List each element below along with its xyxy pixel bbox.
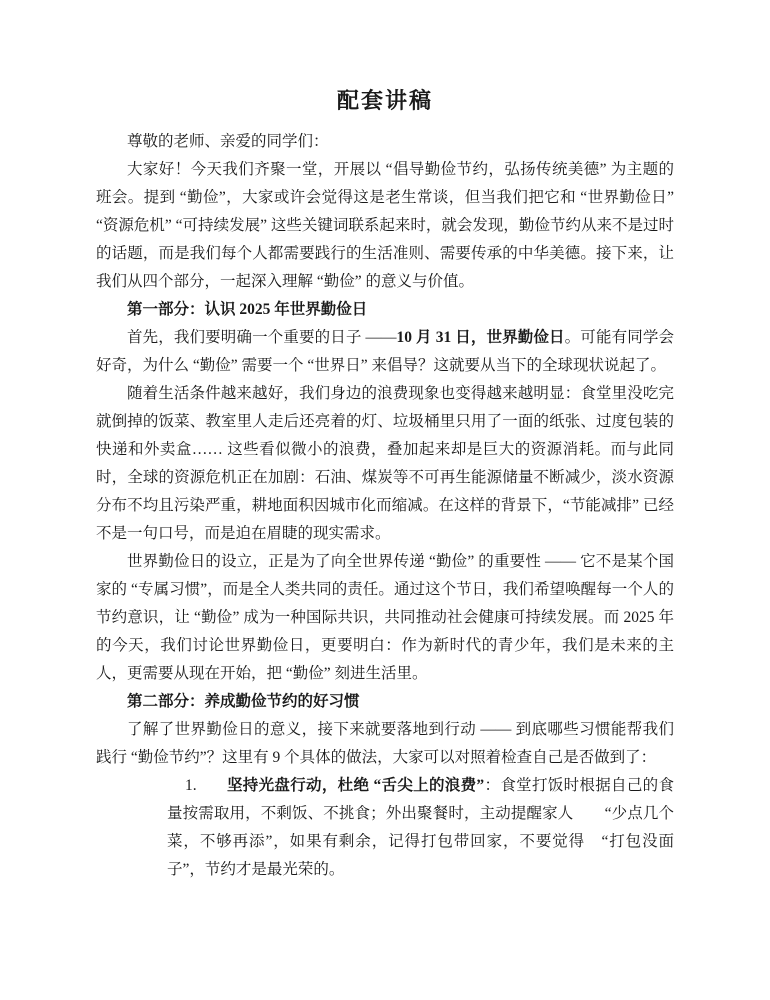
paragraph	[96, 324, 674, 380]
section-heading	[96, 296, 674, 324]
text-run: 大家好！今天我们齐聚一堂，开展以 “倡导勤俭节约，弘扬传统美德” 为主题的班会。提到 “勤俭”，大家或许会觉得这是老生常谈，但当我们把它和 “世界勤俭日” “资源危机” “可持续发展” 这些关键词联系起来时，就会发现，勤俭节约从来不是过时的话题，而是我们每个人都需要践行的生活准则、需要传承的中华美德。接下来，让我们从四个部分，一起深入理解 “勤俭” 的意义与价值。	[96, 161, 674, 290]
paragraph	[96, 128, 674, 156]
text-run: 世界勤俭日的设立，正是为了向全世界传递 “勤俭” 的重要性 —— 它不是某个国家的 “专属习惯”，而是全人类共同的责任。通过这个节日，我们希望唤醒每一个人的节约意识，让 “勤俭” 成为一种国际共识，共同推动社会健康可持续发展。而 2025 年的今天，我们讨论世界勤俭日，更要明白：作为新时代的青少年，我们是未来的主人，更需要从现在开始，把 “勤俭” 刻进生活里。	[96, 553, 674, 682]
paragraph	[96, 380, 674, 548]
text-run: 了解了世界勤俭日的意义，接下来就要落地到行动 —— 到底哪些习惯能帮我们践行 “勤俭节约”？这里有 9 个具体的做法，大家可以对照着检查自己是否做到了：	[96, 721, 674, 766]
list-item	[96, 772, 674, 884]
text-run: 尊敬的老师、亲爱的同学们：	[127, 133, 329, 150]
paragraph	[96, 716, 674, 772]
text-run-bold: 第二部分：养成勤俭节约的好习惯	[127, 693, 360, 710]
paragraph	[96, 548, 674, 688]
section-heading	[96, 688, 674, 716]
text-run-bold: 10 月 31 日，世界勤俭日	[396, 329, 565, 346]
text-run: ：食堂打饭时根据自己的食量按需取用，不剩饭、不挑食；外出聚餐时，主动提醒家人 “少点几个菜，不够再添”，如果有剩余，记得打包带回家，不要觉得 “打包没面子”，节约才是最光荣的。	[167, 777, 674, 878]
paragraph	[96, 156, 674, 296]
text-run: 随着生活条件越来越好，我们身边的浪费现象也变得越来越明显：食堂里没吃完就倒掉的饭菜、教室里人走后还亮着的灯、垃圾桶里只用了一面的纸张、过度包装的快递和外卖盒…… 这些看似微小的浪费，叠加起来却是巨大的资源消耗。而与此同时，全球的资源危机正在加剧：石油、煤炭等不可再生能源储量不断减少，淡水资源分布不均且污染严重，耕地面积因城市化而缩减。在这样的背景下，“节能减排” 已经不是一句口号，而是迫在眉睫的现实需求。	[96, 385, 674, 542]
list-number: 1.	[185, 777, 197, 794]
text-run: 首先，我们要明确一个重要的日子 ——	[127, 329, 397, 346]
document-body	[96, 128, 674, 884]
text-run-bold: 坚持光盘行动，杜绝 “舌尖上的浪费”	[226, 777, 485, 794]
text-run-bold: 第一部分：认识 2025 年世界勤俭日	[127, 301, 368, 318]
text-run: 。可能有同学会好奇，为什么 “勤俭” 需要一个 “世界日” 来倡导？这就要从当下的全球现状说起了。	[96, 329, 674, 374]
document-title: 配套讲稿	[336, 88, 433, 113]
